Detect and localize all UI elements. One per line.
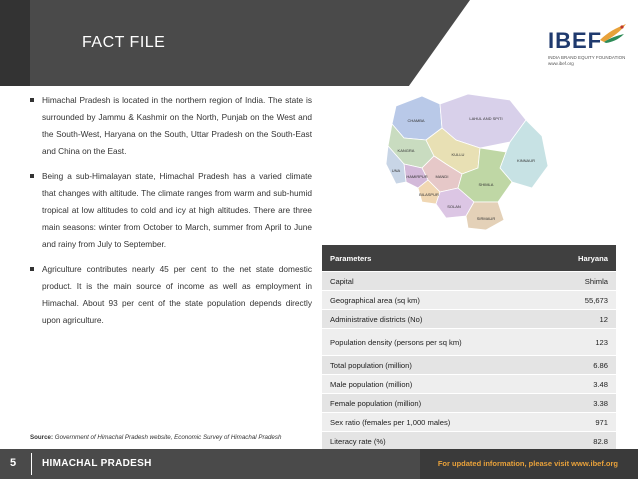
map-label: SOLAN — [447, 204, 461, 209]
logo-text: IBEF — [548, 28, 603, 53]
bullet-text: Being a sub-Himalayan state, Himachal Pradesh has a varied climate that changes with altitude. The climate ranges from warm and sub-humid tropical at low altitudes to cold and icy at high altitudes. There are three main seasons: winter from October to March, summer from April to June and rainy from July to September. — [42, 171, 312, 249]
bullet-item — [30, 92, 312, 160]
bullet-item — [30, 261, 312, 329]
table-cell-value: Shimla — [546, 272, 616, 291]
table-row — [322, 375, 616, 394]
page-title: FACT FILE — [82, 34, 166, 51]
table-cell-label: Population density (persons per sq km) — [322, 329, 546, 356]
map-label: SHIMLA — [478, 182, 494, 187]
map-label: MANDI — [435, 174, 449, 179]
table-cell-value: 55,673 — [546, 291, 616, 310]
table-cell-value: 6.86 — [546, 356, 616, 375]
source-label: Source: — [30, 434, 54, 441]
table-header-haryana: Haryana — [546, 245, 616, 272]
bullet-marker — [30, 174, 34, 178]
logo-url: www.ibef.org — [548, 61, 574, 66]
table-header-row — [322, 245, 616, 272]
table-row — [322, 310, 616, 329]
table-row — [322, 356, 616, 375]
footer-website-note[interactable]: For updated information, please visit www.ibef.org — [437, 459, 618, 468]
map-label: HAMIRPUR — [406, 174, 428, 179]
table-cell-label: Total population (million) — [322, 356, 546, 375]
table-row — [322, 291, 616, 310]
header-bar — [0, 0, 470, 86]
ibef-logo[interactable] — [548, 22, 628, 72]
table-cell-label: Female population (million) — [322, 394, 546, 413]
table-cell-label: Literacy rate (%) — [322, 432, 546, 451]
table-row — [322, 394, 616, 413]
footer-title: HIMACHAL PRADESH — [42, 458, 152, 469]
table-row — [322, 329, 616, 356]
himachal-district-map — [382, 84, 556, 236]
bullet-item — [30, 168, 312, 253]
table-row — [322, 272, 616, 291]
table-cell-label: Capital — [322, 272, 546, 291]
logo-tagline-text: INDIA BRAND EQUITY FOUNDATION — [548, 55, 626, 60]
map-label: KANGRA — [397, 148, 415, 153]
table-cell-value: 12 — [546, 310, 616, 329]
table-cell-label: Geographical area (sq km) — [322, 291, 546, 310]
bullet-marker — [30, 267, 34, 271]
map-label: KULLU — [451, 152, 465, 157]
logo-tagline — [548, 55, 626, 67]
source-text: Government of Himachal Pradesh website, Economic Survey of Himachal Pradesh — [53, 434, 282, 441]
table-cell-value: 123 — [546, 329, 616, 356]
page-number: 5 — [10, 457, 17, 469]
table-cell-value: 3.38 — [546, 394, 616, 413]
map-label: SIRMAUR — [476, 216, 496, 221]
map-label: LAHUL AND SPITI — [469, 116, 503, 121]
source-note — [30, 434, 281, 441]
fact-table — [322, 245, 616, 451]
table-cell-value: 82.8 — [546, 432, 616, 451]
table-cell-label: Sex ratio (females per 1,000 males) — [322, 413, 546, 432]
fact-bullets — [30, 92, 312, 337]
header-accent — [0, 0, 30, 86]
map-label: BILASPUR — [419, 192, 439, 197]
table-row — [322, 432, 616, 451]
table-header-parameters: Parameters — [322, 245, 546, 272]
bird-icon — [598, 22, 628, 44]
bullet-text: Himachal Pradesh is located in the northern region of India. The state is surrounded by Jammu & Kashmir on the North, Punjab on the West and the South-West, Haryana on the South, Uttar Pradesh on the South-East and China on the East. — [42, 95, 312, 156]
table-cell-value: 3.48 — [546, 375, 616, 394]
map-label: UNA — [391, 168, 401, 173]
map-label: KINNAUR — [516, 158, 536, 163]
table-cell-label: Male population (million) — [322, 375, 546, 394]
table-cell-value: 971 — [546, 413, 616, 432]
bullet-marker — [30, 98, 34, 102]
map-label: CHAMBA — [407, 118, 425, 123]
table-cell-label: Administrative districts (No) — [322, 310, 546, 329]
table-row — [322, 413, 616, 432]
footer-divider — [31, 453, 32, 475]
bullet-text: Agriculture contributes nearly 45 per cent to the net state domestic product. It is the main source of income as well as employment in Himachal. About 93 per cent of the state population depends directly upon agriculture. — [42, 264, 312, 325]
